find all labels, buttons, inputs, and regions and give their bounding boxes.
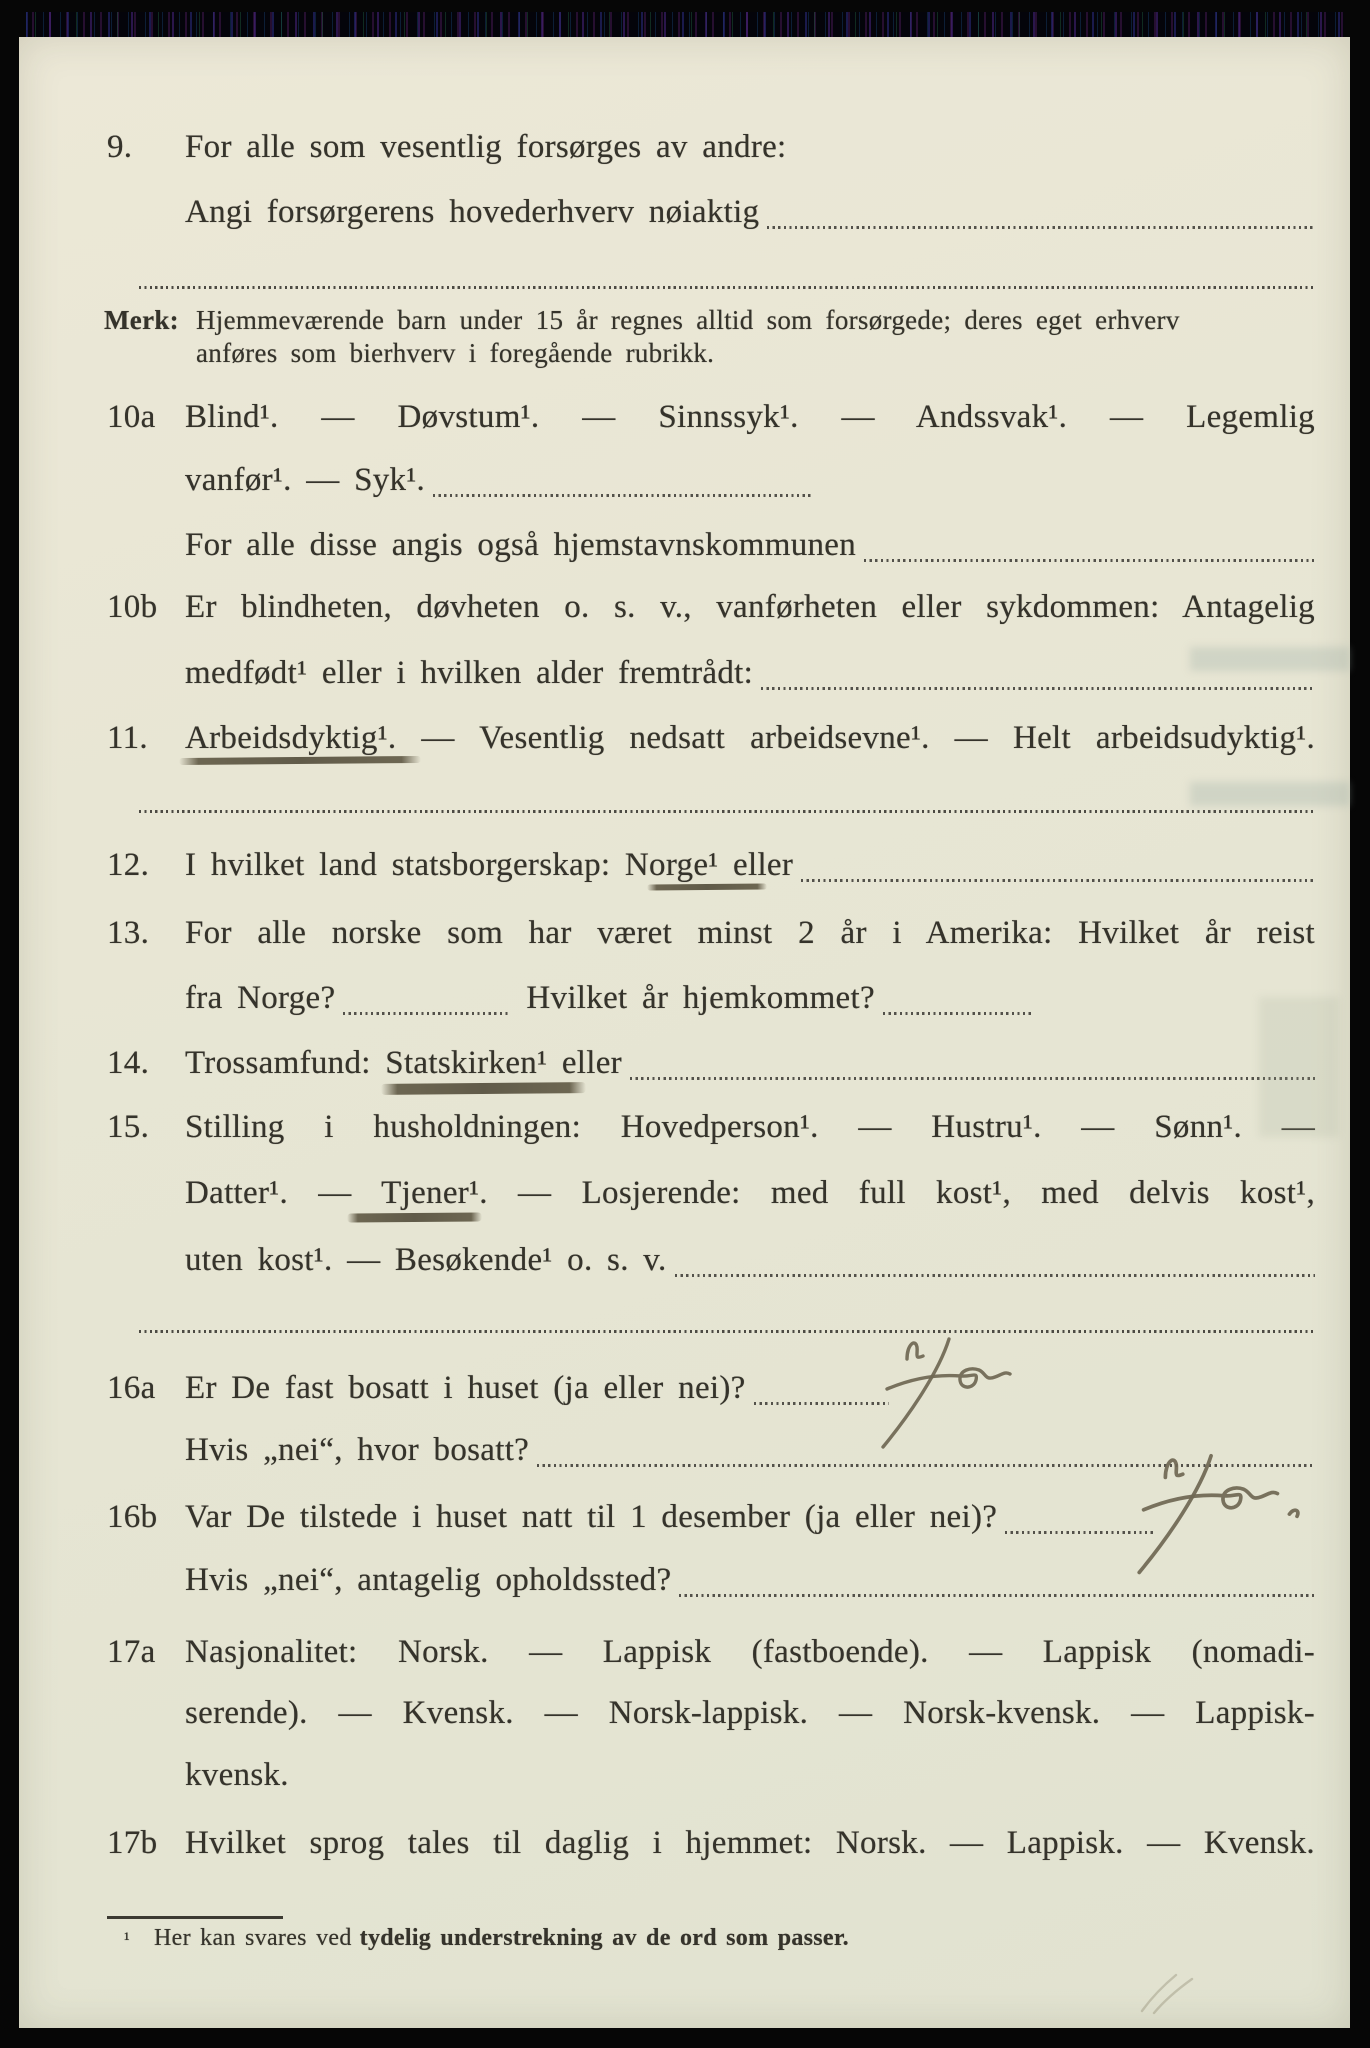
merk-note-line-2 — [104, 333, 1315, 373]
question-15-line-3 — [107, 1236, 1315, 1284]
question-10b-line-2 — [107, 649, 1315, 697]
question-13-line-2 — [107, 974, 1315, 1022]
question-number: 15. — [107, 1109, 150, 1145]
dotted-answer-line — [767, 226, 1315, 229]
question-text: For alle som vesentlig forsørges av andre: — [185, 129, 787, 165]
dotted-answer-line — [679, 1594, 1315, 1597]
question-17a-line-3 — [107, 1751, 1315, 1799]
question-15-line-1 — [107, 1103, 1315, 1151]
question-text: Datter¹. — Tjener¹. — Losjerende: med full kost¹, med delvis kost¹, — [185, 1175, 1315, 1211]
dotted-separator — [139, 1330, 1314, 1333]
dotted-separator — [139, 810, 1314, 813]
question-16b-line-2 — [107, 1556, 1315, 1604]
question-text: uten kost¹. — Besøkende¹ o. s. v. — [185, 1242, 667, 1278]
question-12-line-1 — [107, 841, 1315, 889]
dotted-answer-line — [801, 879, 1315, 882]
merk-text: anføres som bierhverv i foregående rubrikk. — [196, 338, 715, 368]
question-text: Arbeidsdyktig¹. — Vesentlig nedsatt arbeidsevne¹. — Helt arbeidsudyktig¹. — [185, 720, 1315, 756]
question-text: serende). — Kvensk. — Norsk-lappisk. — Norsk-kvensk. — Lappisk- — [185, 1695, 1315, 1731]
question-9-line-2 — [107, 188, 1315, 236]
question-number: 10a — [107, 399, 156, 435]
footnote-marker: ¹ — [124, 1929, 130, 1950]
question-text: Hvis „nei“, hvor bosatt? — [185, 1432, 530, 1468]
question-9-line-1 — [107, 123, 1315, 171]
question-number: 10b — [107, 589, 158, 625]
question-17b-line-1 — [107, 1819, 1315, 1867]
dotted-answer-line — [761, 687, 1315, 690]
question-text: For alle norske som har været minst 2 år i Amerika: Hvilket år reist — [185, 915, 1315, 951]
question-number: 12. — [107, 847, 150, 883]
question-number: 11. — [107, 720, 148, 756]
bleed-through-mark — [1259, 997, 1339, 1137]
footnote-text: Her kan svares ved — [154, 1925, 352, 1951]
question-text: Blind¹. — Døvstum¹. — Sinnssyk¹. — Andssvak¹. — Legemlig — [185, 399, 1315, 435]
pencil-underline-norge — [647, 883, 767, 890]
bleed-through-mark — [1190, 782, 1350, 806]
footnote-rule — [107, 1916, 283, 1919]
question-11-line-1 — [107, 714, 1315, 762]
merk-text: Hjemmeværende barn under 15 år regnes alltid som forsørgede; deres eget erhverv — [196, 305, 1180, 335]
pencil-underline-arbeidsdyktig — [179, 756, 421, 765]
question-number: 14. — [107, 1045, 150, 1081]
dotted-separator — [139, 286, 1314, 289]
question-number: 16a — [107, 1370, 156, 1406]
faint-pencil-scribble — [1134, 1967, 1204, 2017]
question-17a-line-2 — [107, 1689, 1315, 1737]
dotted-answer-line — [675, 1274, 1315, 1277]
question-10a-line-3 — [107, 521, 1315, 569]
question-number: 13. — [107, 915, 150, 951]
question-text: medfødt¹ eller i hvilken alder fremtrådt: — [185, 655, 754, 691]
dotted-answer-line — [343, 1012, 508, 1015]
question-text: Hvilket år hjemkommet? — [526, 980, 875, 1016]
question-text: Hvis „nei“, antagelig opholdssted? — [185, 1562, 672, 1598]
question-17a-line-1 — [107, 1628, 1315, 1676]
question-16a-line-1 — [107, 1364, 1315, 1412]
question-text: kvensk. — [185, 1757, 289, 1793]
question-text: fra Norge? — [185, 980, 336, 1016]
dotted-answer-line — [883, 1012, 1033, 1015]
question-text: Var De tilstede i huset natt til 1 desember (ja eller nei)? — [185, 1499, 998, 1535]
question-text: vanfør¹. — Syk¹. — [185, 462, 426, 498]
question-text: Stilling i husholdningen: Hovedperson¹. — Hustru¹. — Sønn¹. — — [185, 1109, 1315, 1145]
dotted-answer-line — [433, 494, 813, 497]
question-10b-line-1 — [107, 583, 1315, 631]
merk-label: Merk: — [104, 305, 179, 335]
question-text: Hvilket sprog tales til daglig i hjemmet: Norsk. — Lappisk. — Kvensk. — [185, 1825, 1315, 1861]
pencil-underline-statskirken — [381, 1082, 586, 1095]
question-number: 9. — [107, 129, 133, 165]
question-10a-line-2 — [107, 456, 1315, 504]
question-number: 17b — [107, 1825, 158, 1861]
question-14-line-1 — [107, 1039, 1315, 1087]
census-form-paper — [19, 37, 1350, 2028]
pencil-underline-tjener — [347, 1212, 482, 1222]
footnote — [124, 1921, 1315, 1955]
question-text: Nasjonalitet: Norsk. — Lappisk (fastboende). — Lappisk (nomadi- — [185, 1634, 1315, 1670]
dotted-answer-line — [630, 1077, 1315, 1080]
question-number: 17a — [107, 1634, 156, 1670]
question-number: 16b — [107, 1499, 158, 1535]
question-text: Angi forsørgerens hovederhverv nøiaktig — [185, 194, 760, 230]
question-15-line-2 — [107, 1169, 1315, 1217]
dotted-answer-line — [864, 559, 1315, 562]
scan-artifact-band — [26, 12, 1344, 39]
question-13-line-1 — [107, 909, 1315, 957]
question-text: For alle disse angis også hjemstavnskommunen — [185, 527, 857, 563]
footnote-text-bold: tydelig understrekning av de ord som passer. — [359, 1925, 849, 1951]
bleed-through-mark — [1190, 647, 1350, 671]
question-text: Trossamfund: Statskirken¹ eller — [185, 1045, 622, 1081]
question-text: Er blindheten, døvheten o. s. v., vanførheten eller sykdommen: Antagelig — [185, 589, 1315, 625]
question-10a-line-1 — [107, 393, 1315, 441]
question-text: Er De fast bosatt i huset (ja eller nei)? — [185, 1370, 746, 1406]
question-text: I hvilket land statsborgerskap: Norge¹ eller — [185, 847, 794, 883]
